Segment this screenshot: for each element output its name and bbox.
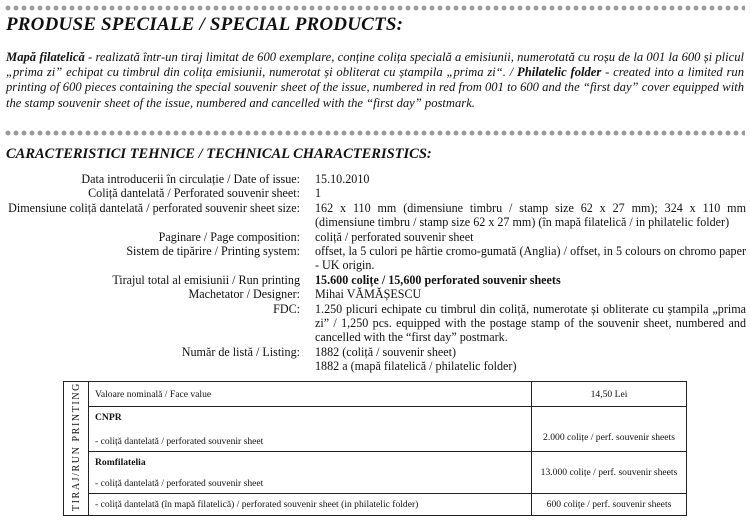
romfilatelia-item: - coliță dantelată / perforated souvenir sheet: [95, 477, 264, 489]
spec-row-listing: [4, 345, 746, 359]
spec-label: FDC:: [273, 301, 300, 316]
spec-row-souvenir-sheet: [4, 186, 746, 200]
romfilatelia-title: Romfilatelia: [95, 456, 146, 468]
spec-row-listing-folder: [4, 359, 746, 373]
spec-value: 1882 a (mapă filatelică / philatelic folder): [315, 359, 517, 374]
dotted-divider-middle: [5, 130, 745, 136]
folder-en-text: - created into a limited run printing of 600 pieces containing the special souvenir sheet of the issue, numbered in red from 001 to 600 and the “first day” cover equipped with the stamp souvenir sheet of the issue, numbered and cancelled with the “first day” postmark.: [6, 65, 745, 110]
table-row-cnpr: [64, 407, 687, 452]
folder-item: - coliță dantelată (în mapă filatelică) / perforated souvenir sheet (in philatelic folder): [89, 494, 532, 516]
spec-label: Dimensiune coliță dantelată / perforated souvenir sheet size:: [8, 200, 300, 215]
technical-specs-list: [4, 172, 746, 374]
spec-row-printing-system: [4, 244, 746, 273]
spec-row-run-printing: [4, 273, 746, 287]
cnpr-cell: [89, 407, 532, 452]
table-side-header: [64, 382, 89, 516]
spec-row-issue-date: [4, 172, 746, 186]
spec-value: 1882 (coliță / souvenir sheet): [315, 344, 457, 359]
cnpr-value: 2.000 colițe / perf. souvenir sheets: [532, 407, 687, 452]
face-value: 14,50 Lei: [532, 382, 687, 407]
spec-value: 1.250 plicuri echipate cu timbrul din coliță, numerotate și obliterate cu ștampila „prima zi” / 1,250 pcs. equipped with the postage stamp of the souvenir sheet, numbered and cancelled with the “first day” postmark.: [315, 301, 746, 345]
spec-label: Tirajul total al emisiunii / Run printing: [112, 272, 300, 287]
spec-label: Data introducerii în circulație / Date of issue:: [81, 172, 300, 186]
spec-row-page-composition: [4, 230, 746, 244]
cnpr-title: CNPR: [95, 411, 122, 423]
spec-value: 15.10.2010: [315, 172, 370, 186]
spec-value: 1: [315, 186, 322, 201]
spec-value: offset, la 5 culori pe hârtie cromo-gumată (Anglia) / offset, in 5 colours on chromo paper - UK origin.: [315, 244, 746, 273]
spec-label: Număr de listă / Listing:: [181, 344, 300, 359]
special-products-description: [6, 50, 744, 111]
folder-en-name: Philatelic folder: [517, 65, 602, 80]
romfilatelia-value: 13.000 colițe / perf. souvenir sheets: [532, 452, 687, 494]
spec-label: Coliță dantelată / Perforated souvenir sheet:: [88, 186, 300, 201]
face-value-label: Valoare nominală / Face value: [89, 382, 532, 407]
table-row-romfilatelia: [64, 452, 687, 494]
folder-ro-text: - realizată într-un tiraj limitat de 600 exemplare, conține colița specială a emisiunii, numerotată cu roșu de la 001 la 600 și plicul „prima zi” echipat cu timbrul din colița emisiunii, numerotat și obliterat cu ștampila „prima zi“. /: [6, 50, 745, 80]
spec-value: 15.600 colițe / 15,600 perforated souvenir sheets: [315, 272, 561, 287]
table-row-face-value: [64, 382, 687, 407]
special-products-title: PRODUSE SPECIALE / SPECIAL PRODUCTS:: [6, 14, 404, 35]
spec-row-designer: [4, 287, 746, 301]
table-row-folder: [64, 494, 687, 516]
run-printing-table: [63, 381, 687, 516]
romfilatelia-cell: [89, 452, 532, 494]
spec-value: Mihai VĂMĂȘESCU: [315, 287, 422, 302]
folder-value: 600 colițe / perf. souvenir sheets: [532, 494, 687, 516]
side-label: TIRAJ/RUN PRINTING: [70, 382, 82, 512]
spec-label: Sistem de tipărire / Printing system:: [126, 244, 300, 259]
folder-ro-name: Mapă filatelică: [6, 50, 85, 64]
spec-row-fdc: [4, 302, 746, 345]
spec-value: 162 x 110 mm (dimensiune timbru / stamp size 62 x 27 mm); 324 x 110 mm (dimensiune timbru / stamp size 62 x 27 mm) (în mapă filatelică / in philatelic folder): [315, 200, 746, 230]
cnpr-item: - coliță dantelată / perforated souvenir sheet: [95, 435, 264, 447]
dotted-divider-top: [5, 5, 745, 11]
spec-value: coliță / perforated souvenir sheet: [315, 229, 474, 244]
spec-label: Paginare / Page composition:: [158, 229, 300, 244]
spec-label: [4, 359, 315, 373]
spec-label: Machetator / Designer:: [188, 287, 300, 302]
spec-row-sheet-size: [4, 201, 746, 230]
technical-title: CARACTERISTICI TEHNICE / TECHNICAL CHARACTERISTICS:: [6, 146, 432, 162]
